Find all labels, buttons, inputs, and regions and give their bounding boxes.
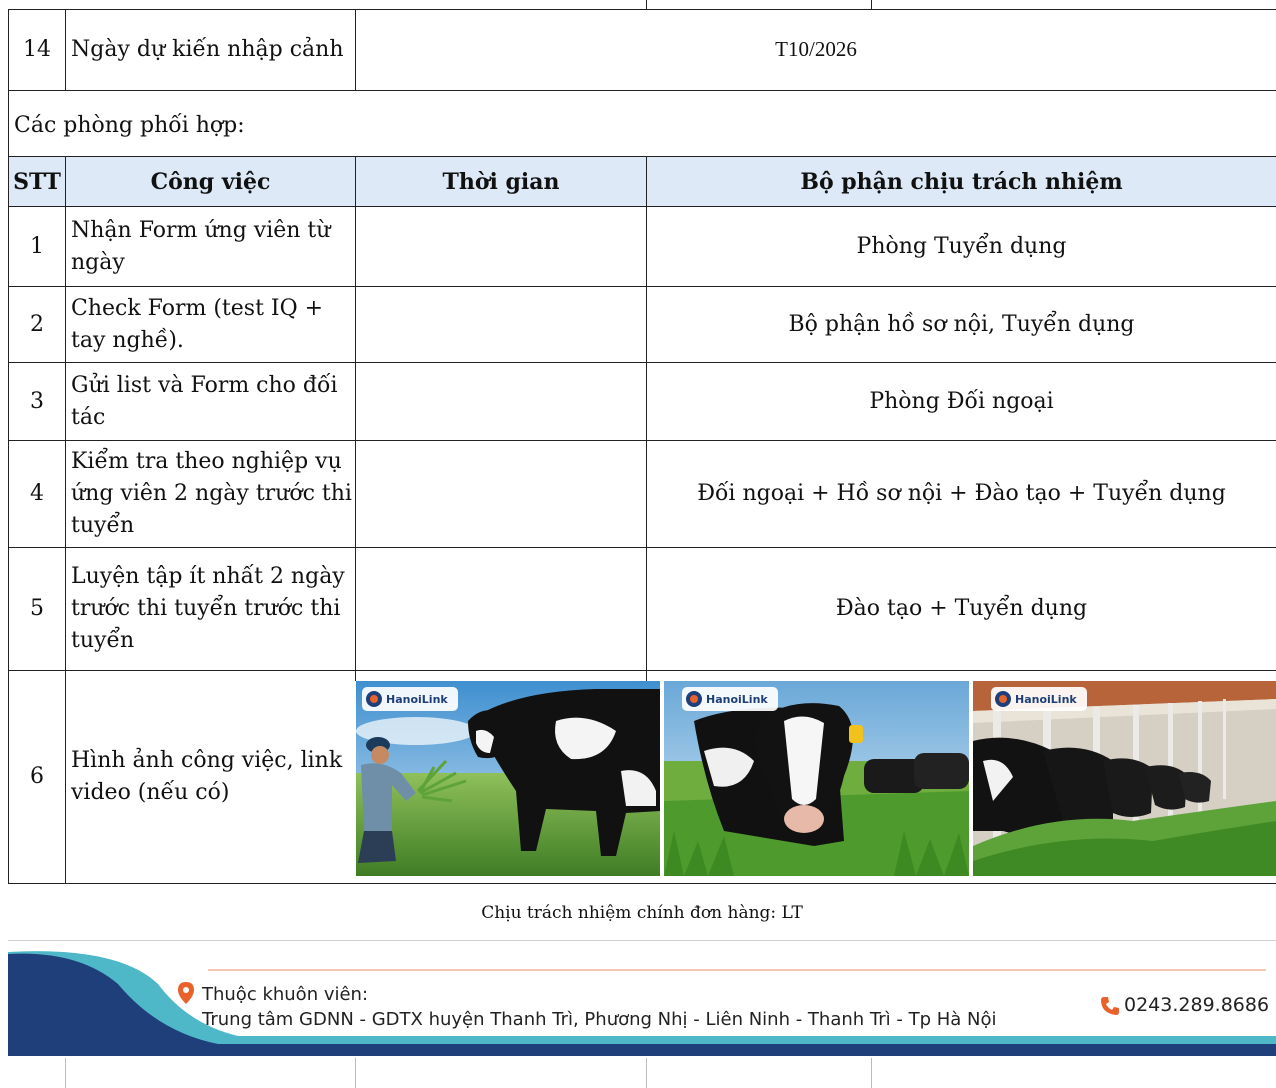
row-14-label: Ngày dự kiến nhập cảnh [71, 37, 344, 62]
cow-portrait-photo [664, 681, 969, 876]
table-row-2-time [356, 287, 646, 362]
svg-text:HanoiLink: HanoiLink [386, 693, 448, 706]
section-title: Các phòng phối hợp: [14, 113, 245, 138]
row-14-value: T10/2026 [775, 36, 857, 61]
table-row-2-job: Check Form (test IQ + tay nghề). [71, 295, 324, 353]
footer-banner [8, 944, 1276, 1056]
table-row-1-job: Nhận Form ứng viên từ ngày [71, 217, 331, 275]
header-job: Công việc [150, 168, 271, 195]
header-time: Thời gian [442, 168, 560, 195]
svg-text:HanoiLink: HanoiLink [1015, 693, 1077, 706]
location-pin-icon [178, 982, 194, 1004]
header-dept: Bộ phận chịu trách nhiệm [800, 168, 1123, 195]
footer-address: Trung tâm GDNN - GDTX huyện Thanh Trì, Phương Nhị - Liên Ninh - Thanh Trì - Tp Hà Nội [202, 1009, 997, 1030]
hanoilink-logo [682, 687, 778, 711]
table-row-1-dept: Phòng Tuyển dụng [856, 233, 1067, 259]
table-row-4-dept: Đối ngoại + Hồ sơ nội + Đào tạo + Tuyển dụng [697, 481, 1226, 506]
footer-phone: 0243.289.8686 [1124, 994, 1270, 1016]
table-row-2-stt: 2 [30, 311, 44, 337]
hanoilink-logo [362, 687, 458, 711]
table-row-5-time [356, 548, 646, 670]
table-row-4-stt: 4 [30, 481, 44, 506]
table-row-5-stt: 5 [30, 596, 44, 621]
table-row-3-job: Gửi list và Form cho đối tác [71, 372, 338, 430]
responsible-line: Chịu trách nhiệm chính đơn hàng: LT [481, 903, 803, 923]
table-row-3-time [356, 363, 646, 440]
table-row-6-job: Hình ảnh công việc, link video (nếu có) [71, 748, 343, 805]
header-stt: STT [13, 168, 61, 195]
footer-location-label: Thuộc khuôn viên: [202, 984, 369, 1005]
table-row-4-job: Kiểm tra theo nghiệp vụ ứng viên 2 ngày trước thi tuyển [71, 449, 352, 538]
phone-icon [1100, 996, 1120, 1016]
table-row-1-time [356, 207, 646, 286]
table-row-2-dept: Bộ phận hồ sơ nội, Tuyển dụng [788, 311, 1135, 337]
hanoilink-logo [991, 687, 1087, 711]
table-row-4-time [356, 441, 646, 547]
table-row-3-stt: 3 [30, 388, 44, 414]
table-row-1-stt: 1 [30, 233, 44, 259]
table-row-6-stt: 6 [30, 764, 44, 789]
table-row-5-dept: Đào tạo + Tuyển dụng [835, 596, 1088, 621]
table-row-3-dept: Phòng Đối ngoại [869, 388, 1054, 414]
svg-text:HanoiLink: HanoiLink [706, 693, 768, 706]
table-row-5-job: Luyện tập ít nhất 2 ngày trước thi tuyển trước thi tuyển [71, 564, 345, 653]
barn-cows-eating-photo [973, 681, 1276, 876]
farmer-feeding-cow-photo [356, 681, 660, 876]
row-14-index: 14 [23, 37, 51, 62]
